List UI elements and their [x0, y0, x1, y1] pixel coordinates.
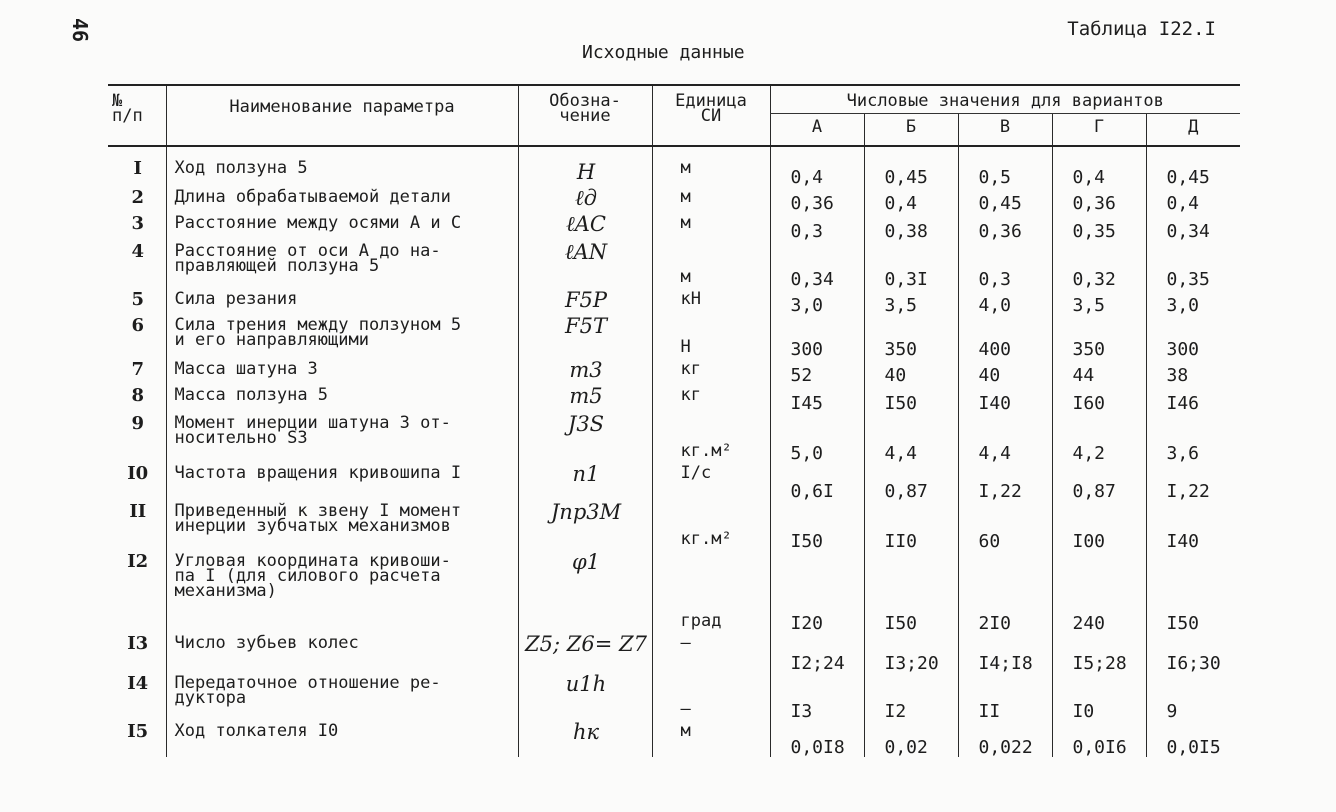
- table-row: [108, 385, 1240, 413]
- variant-value: I5;28: [1052, 633, 1146, 673]
- variant-value: 3,5: [1052, 289, 1146, 315]
- parameter-symbol: n1: [518, 463, 652, 501]
- variant-value: 0,3: [958, 241, 1052, 289]
- row-number: 3: [131, 213, 145, 234]
- row-number: 6: [131, 315, 145, 336]
- parameter-symbol: F5T: [518, 315, 652, 359]
- header-unit: Единица СИ: [652, 85, 770, 146]
- row-number: 2: [131, 187, 145, 208]
- variant-value: I00: [1052, 501, 1146, 551]
- table-row: [108, 289, 1240, 315]
- parameter-symbol: Z5; Z6= Z7: [518, 633, 652, 673]
- variant-value: 0,87: [1052, 463, 1146, 501]
- parameter-name: Масса шатуна 3: [166, 359, 518, 385]
- variant-value: 52: [770, 359, 864, 385]
- row-number: 7: [131, 359, 145, 380]
- parameter-unit: кг.м²: [652, 413, 770, 463]
- parameter-unit: кг: [652, 385, 770, 413]
- parameter-unit: кг: [652, 359, 770, 385]
- table-row: [108, 315, 1240, 359]
- parameter-name: Число зубьев колес: [166, 633, 518, 673]
- parameter-unit: кН: [652, 289, 770, 315]
- parameters-table: [108, 84, 1240, 757]
- variant-value: 0,5: [958, 146, 1052, 187]
- variant-value: 350: [1052, 315, 1146, 359]
- variant-value: 4,0: [958, 289, 1052, 315]
- parameter-name: Ход ползуна 5: [166, 146, 518, 187]
- variant-value: 0,45: [1146, 146, 1240, 187]
- variant-value: I50: [770, 501, 864, 551]
- table-title: Таблица I22.I: [1067, 18, 1216, 40]
- row-number: I3: [127, 633, 149, 654]
- page-number: 46: [68, 18, 92, 43]
- variant-value: I50: [864, 385, 958, 413]
- parameter-symbol: m5: [518, 385, 652, 413]
- table-row: [108, 551, 1240, 633]
- header-variant-v: В: [958, 114, 1052, 147]
- variant-value: 4,4: [864, 413, 958, 463]
- variant-value: 400: [958, 315, 1052, 359]
- header-symbol: Обозна- чение: [518, 85, 652, 146]
- variant-value: 38: [1146, 359, 1240, 385]
- variant-value: 0,35: [1146, 241, 1240, 289]
- variant-value: 3,0: [770, 289, 864, 315]
- parameter-name: Расстояние между осями А и С: [166, 213, 518, 241]
- variant-value: 0,3I: [864, 241, 958, 289]
- row-number: 5: [131, 289, 145, 310]
- parameter-name: Передаточное отношение ре- дуктора: [166, 673, 518, 721]
- parameter-unit: м: [652, 213, 770, 241]
- variant-value: 4,2: [1052, 413, 1146, 463]
- parameter-unit: град: [652, 551, 770, 633]
- table-row: [108, 501, 1240, 551]
- variant-value: I3: [770, 673, 864, 721]
- variant-value: 300: [1146, 315, 1240, 359]
- variant-value: 0,38: [864, 213, 958, 241]
- variant-value: I6;30: [1146, 633, 1240, 673]
- variant-value: 4,4: [958, 413, 1052, 463]
- parameter-unit: м: [652, 187, 770, 213]
- row-number: 4: [131, 241, 145, 262]
- header-number: № п/п: [108, 85, 166, 146]
- variant-value: 0,6I: [770, 463, 864, 501]
- variant-value: I20: [770, 551, 864, 633]
- parameter-name: Сила трения между ползуном 5 и его направляющими: [166, 315, 518, 359]
- variant-value: 0,4: [1052, 146, 1146, 187]
- table-body: [108, 146, 1240, 757]
- parameter-name: Угловая координата кривоши- па I (для силового расчета механизма): [166, 551, 518, 633]
- variant-value: 0,32: [1052, 241, 1146, 289]
- variant-value: I46: [1146, 385, 1240, 413]
- variant-value: 0,34: [1146, 213, 1240, 241]
- variant-value: I60: [1052, 385, 1146, 413]
- parameter-name: Сила резания: [166, 289, 518, 315]
- parameter-symbol: Jпр3М: [518, 501, 652, 551]
- row-number: 8: [131, 385, 145, 406]
- parameter-unit: м: [652, 241, 770, 289]
- variant-value: 60: [958, 501, 1052, 551]
- variant-value: 240: [1052, 551, 1146, 633]
- variant-value: 0,0I5: [1146, 721, 1240, 757]
- variant-value: I2;24: [770, 633, 864, 673]
- variant-value: 0,87: [864, 463, 958, 501]
- variant-value: 44: [1052, 359, 1146, 385]
- variant-value: 40: [958, 359, 1052, 385]
- variant-value: I,22: [1146, 463, 1240, 501]
- variant-value: I2: [864, 673, 958, 721]
- parameter-unit: кг.м²: [652, 501, 770, 551]
- variant-value: 0,4: [1146, 187, 1240, 213]
- variant-value: I45: [770, 385, 864, 413]
- table-row: [108, 146, 1240, 187]
- variant-value: 0,4: [770, 146, 864, 187]
- variant-value: I40: [958, 385, 1052, 413]
- parameter-unit: Н: [652, 315, 770, 359]
- parameter-symbol: H: [518, 146, 652, 187]
- parameter-name: Расстояние от оси А до на- правляющей ползуна 5: [166, 241, 518, 289]
- parameter-name: Масса ползуна 5: [166, 385, 518, 413]
- variant-value: 0,45: [864, 146, 958, 187]
- variant-value: 0,022: [958, 721, 1052, 757]
- variant-value: 0,36: [958, 213, 1052, 241]
- variant-value: 0,4: [864, 187, 958, 213]
- row-number: I4: [127, 673, 149, 694]
- header-variant-a: А: [770, 114, 864, 147]
- parameter-unit: I/c: [652, 463, 770, 501]
- table-row: [108, 413, 1240, 463]
- variant-value: 350: [864, 315, 958, 359]
- variant-value: I50: [864, 551, 958, 633]
- header-variant-g: Г: [1052, 114, 1146, 147]
- variant-value: II: [958, 673, 1052, 721]
- variant-value: 0,36: [1052, 187, 1146, 213]
- variant-value: 3,0: [1146, 289, 1240, 315]
- header-values-group: Числовые значения для вариантов: [770, 85, 1240, 114]
- parameter-unit: –: [652, 673, 770, 721]
- table-row: [108, 673, 1240, 721]
- variant-value: 2I0: [958, 551, 1052, 633]
- parameter-unit: –: [652, 633, 770, 673]
- table-row: [108, 633, 1240, 673]
- variant-value: 9: [1146, 673, 1240, 721]
- parameter-unit: м: [652, 146, 770, 187]
- parameter-name: Ход толкателя I0: [166, 721, 518, 757]
- parameter-symbol: u1h: [518, 673, 652, 721]
- row-number: 9: [131, 413, 145, 434]
- row-number: I2: [127, 551, 149, 572]
- variant-value: I40: [1146, 501, 1240, 551]
- variant-value: 0,35: [1052, 213, 1146, 241]
- header-parameter-name: Наименование параметра: [166, 85, 518, 146]
- row-number: II: [129, 501, 147, 522]
- row-number: I5: [127, 721, 149, 742]
- parameter-unit: м: [652, 721, 770, 757]
- variant-value: I4;I8: [958, 633, 1052, 673]
- variant-value: 5,0: [770, 413, 864, 463]
- variant-value: I50: [1146, 551, 1240, 633]
- table-row: [108, 187, 1240, 213]
- variant-value: I0: [1052, 673, 1146, 721]
- row-number: I: [133, 158, 142, 179]
- variant-value: 0,45: [958, 187, 1052, 213]
- data-table-container: [108, 84, 1240, 757]
- variant-value: 0,0I6: [1052, 721, 1146, 757]
- table-row: [108, 241, 1240, 289]
- parameter-symbol: F5P: [518, 289, 652, 315]
- parameter-symbol: m3: [518, 359, 652, 385]
- table-row: [108, 721, 1240, 757]
- variant-value: 0,02: [864, 721, 958, 757]
- table-row: [108, 213, 1240, 241]
- parameter-symbol: ℓAC: [518, 213, 652, 241]
- table-row: [108, 359, 1240, 385]
- variant-value: 0,3: [770, 213, 864, 241]
- variant-value: I,22: [958, 463, 1052, 501]
- header-variant-d: Д: [1146, 114, 1240, 147]
- variant-value: 0,36: [770, 187, 864, 213]
- parameter-symbol: φ1: [518, 551, 652, 633]
- parameter-symbol: ℓд: [518, 187, 652, 213]
- variant-value: 0,34: [770, 241, 864, 289]
- parameter-symbol: hк: [518, 721, 652, 757]
- parameter-name: Длина обрабатываемой детали: [166, 187, 518, 213]
- header-variant-b: Б: [864, 114, 958, 147]
- variant-value: 3,6: [1146, 413, 1240, 463]
- variant-value: 40: [864, 359, 958, 385]
- variant-value: I3;20: [864, 633, 958, 673]
- parameter-name: Частота вращения кривошипа I: [166, 463, 518, 501]
- variant-value: 0,0I8: [770, 721, 864, 757]
- variant-value: 300: [770, 315, 864, 359]
- variant-value: 3,5: [864, 289, 958, 315]
- table-row: [108, 463, 1240, 501]
- table-caption: Исходные данные: [582, 42, 745, 63]
- parameter-name: Приведенный к звену I момент инерции зубчатых механизмов: [166, 501, 518, 551]
- parameter-name: Момент инерции шатуна 3 от- носительно S3: [166, 413, 518, 463]
- parameter-symbol: ℓAN: [518, 241, 652, 289]
- row-number: I0: [127, 463, 149, 484]
- parameter-symbol: J3S: [518, 413, 652, 463]
- variant-value: II0: [864, 501, 958, 551]
